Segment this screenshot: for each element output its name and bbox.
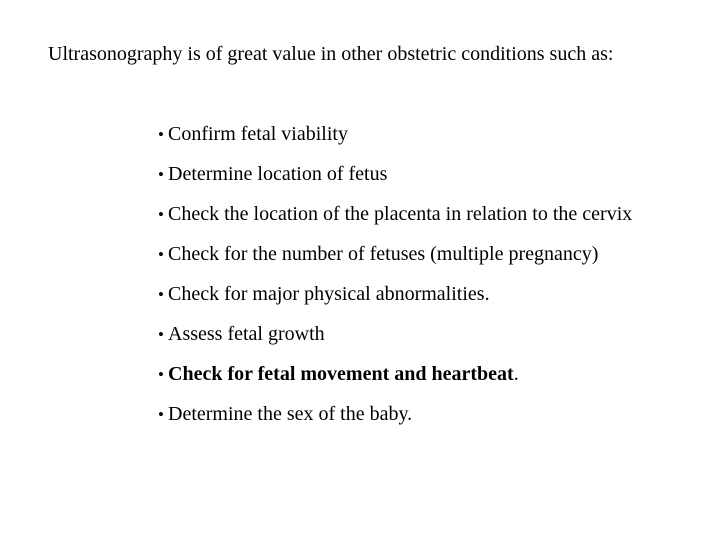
bullet-icon: •: [158, 205, 164, 224]
bullet-item-abnormalities: [158, 280, 713, 320]
bullet-item-confirm-viability: [158, 120, 713, 160]
bullet-text: Check for the number of fetuses (multiple pregnancy): [168, 243, 599, 265]
bullet-item-sex-of-baby: [158, 400, 713, 440]
slide-heading: Ultrasonography is of great value in other obstetric conditions such as:: [48, 43, 614, 65]
bullet-icon: •: [158, 125, 164, 144]
bullet-icon: •: [158, 285, 164, 304]
bullet-icon: •: [158, 325, 164, 344]
bullet-text: Assess fetal growth: [168, 323, 325, 345]
bullet-text-suffix: .: [513, 363, 519, 385]
bullet-icon: •: [158, 405, 164, 424]
bullet-text: Determine the sex of the baby.: [168, 403, 413, 425]
bullet-item-number-of-fetuses: [158, 240, 713, 280]
bullet-item-fetal-growth: [158, 320, 713, 360]
bullet-text: Determine location of fetus: [168, 163, 388, 185]
bullet-text-bold: Check for fetal movement and heartbeat: [168, 363, 514, 385]
bullet-icon: •: [158, 365, 164, 384]
bullet-icon: •: [158, 165, 164, 184]
bullet-item-placenta-location: [158, 200, 713, 240]
bullet-item-movement-heartbeat: [158, 360, 713, 400]
bullet-item-fetus-location: [158, 160, 713, 200]
bullet-text: Check the location of the placenta in relation to the cervix: [168, 203, 633, 225]
bullet-list: [158, 120, 713, 440]
bullet-text: Confirm fetal viability: [168, 123, 348, 145]
bullet-icon: •: [158, 245, 164, 264]
bullet-text: Check for major physical abnormalities.: [168, 283, 490, 305]
